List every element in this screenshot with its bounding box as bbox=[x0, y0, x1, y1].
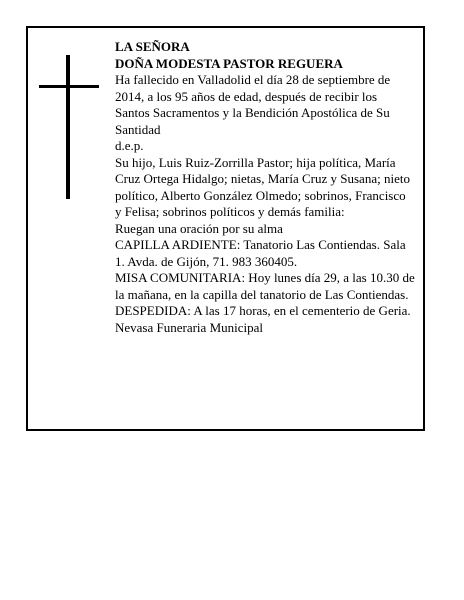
deceased-name: DOÑA MODESTA PASTOR REGUERA bbox=[115, 55, 343, 71]
cross-icon bbox=[39, 55, 99, 199]
family-list: Su hijo, Luis Ruiz-Zorrilla Pastor; hija política, María Cruz Ortega Hidalgo; nietas, María Cruz y Susana; nieto político, Alberto González Olmedo; sobrinos, Francisco y Felisa; sobrinos políticos y demás familia: bbox=[115, 154, 410, 219]
cross-vertical-bar bbox=[66, 55, 70, 199]
chapel-info: CAPILLA ARDIENTE: Tanatorio Las Contiendas. Sala 1. Avda. de Gijón, 71. 983 360405. bbox=[115, 237, 406, 269]
rip-abbreviation: d.e.p. bbox=[115, 138, 144, 153]
obituary-notice bbox=[26, 26, 425, 431]
notice-text bbox=[115, 39, 415, 336]
farewell-info: DESPEDIDA: A las 17 horas, en el cementerio de Geria. bbox=[115, 303, 411, 318]
death-announcement: Ha fallecido en Valladolid el día 28 de septiembre de 2014, a los 95 años de edad, después de recibir los Santos Sacramentos y la Bendición Apostólica de Su Santidad bbox=[115, 72, 391, 137]
prayer-request: Ruegan una oración por su alma bbox=[115, 220, 283, 236]
notice-heading-title: LA SEÑORA bbox=[115, 39, 190, 54]
funeral-home: Nevasa Funeraria Municipal bbox=[115, 319, 264, 335]
mass-info: MISA COMUNITARIA: Hoy lunes día 29, a las 10.30 de la mañana, en la capilla del tanatorio de Las Contiendas. bbox=[115, 270, 415, 302]
cross-horizontal-bar bbox=[39, 85, 99, 88]
